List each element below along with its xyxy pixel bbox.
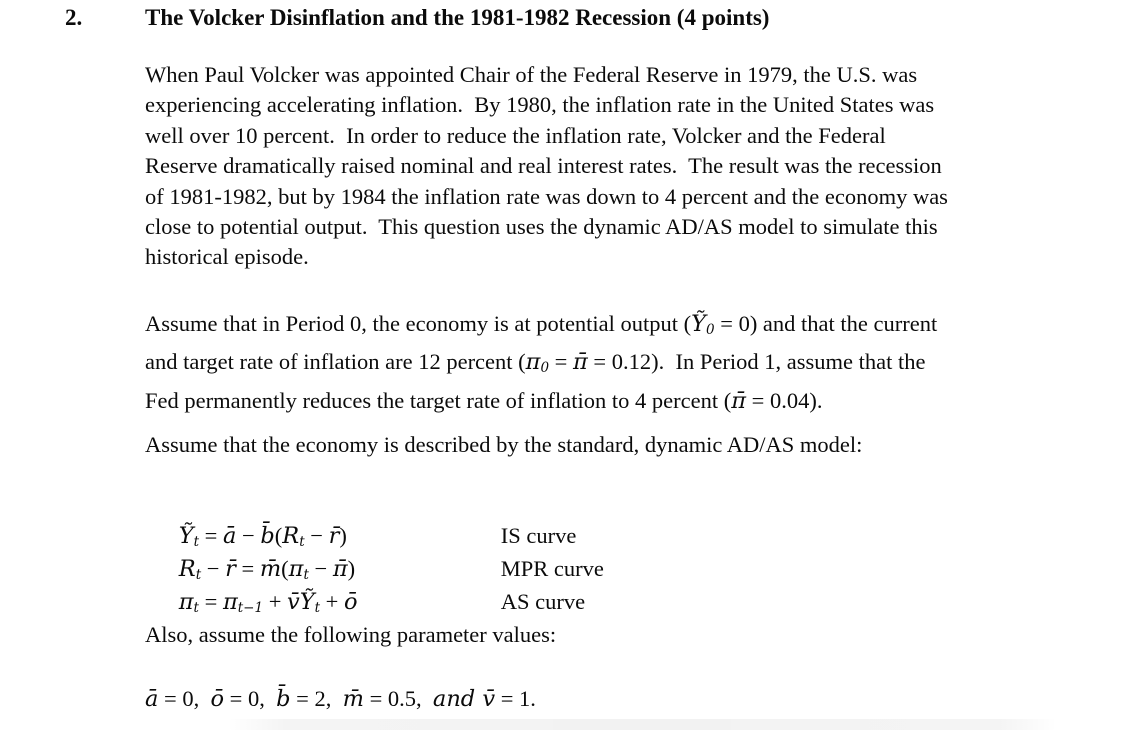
as-curve-formula: πt = πt−1 + v̄Ỹt + ō <box>178 589 358 616</box>
model-equations <box>145 486 604 616</box>
paragraph-assumptions <box>145 308 937 417</box>
mpr-curve-formula: Rt − r̄ = m̄(πt − π̄) <box>178 556 356 583</box>
is-curve-formula: Ỹt = ā − b̄(Rt − r̄) <box>178 523 347 550</box>
equation-row-is <box>145 486 604 550</box>
parameter-values: ā = 0, ō = 0, b̄ = 2, m̄ = 0.5, and v̄ = 1. <box>145 686 536 712</box>
question-title: The Volcker Disinflation and the 1981-1982 Recession (4 points) <box>145 5 770 30</box>
text-line: well over 10 percent. In order to reduce the inflation rate, Volcker and the Federal <box>145 122 886 148</box>
text-line: experiencing accelerating inflation. By 1980, the inflation rate in the United States was <box>145 92 935 118</box>
text-line: of 1981-1982, but by 1984 the inflation rate was down to 4 percent and the economy was <box>145 183 948 209</box>
text-line: When Paul Volcker was appointed Chair of the Federal Reserve in 1979, the U.S. was <box>145 62 918 87</box>
mpr-curve-label: MPR curve <box>500 556 604 581</box>
is-curve-label: IS curve <box>500 523 577 548</box>
paragraph-parameters-intro: Also, assume the following parameter values: <box>145 622 557 647</box>
text-line: Assume that in Period 0, the economy is at potential output (Ỹ0 = 0) and that the current <box>145 311 938 338</box>
page-edge-shadow <box>227 719 1057 730</box>
question-number: 2. <box>65 5 83 30</box>
text-line: historical episode. <box>145 244 309 270</box>
text-line: Reserve dramatically raised nominal and real interest rates. The result was the recession <box>145 153 942 179</box>
text-line: Fed permanently reduces the target rate of inflation to 4 percent (π̄ = 0.04). <box>145 387 823 414</box>
text-line: and target rate of inflation are 12 percent (π0 = π̄ = 0.12). In Period 1, assume that the <box>145 349 926 377</box>
as-curve-label: AS curve <box>500 589 586 614</box>
text-line: close to potential output. This question uses the dynamic AD/AS model to simulate this <box>145 214 938 240</box>
paragraph-model-intro: Assume that the economy is described by the standard, dynamic AD/AS model: <box>145 432 863 457</box>
paragraph-history <box>145 60 948 273</box>
